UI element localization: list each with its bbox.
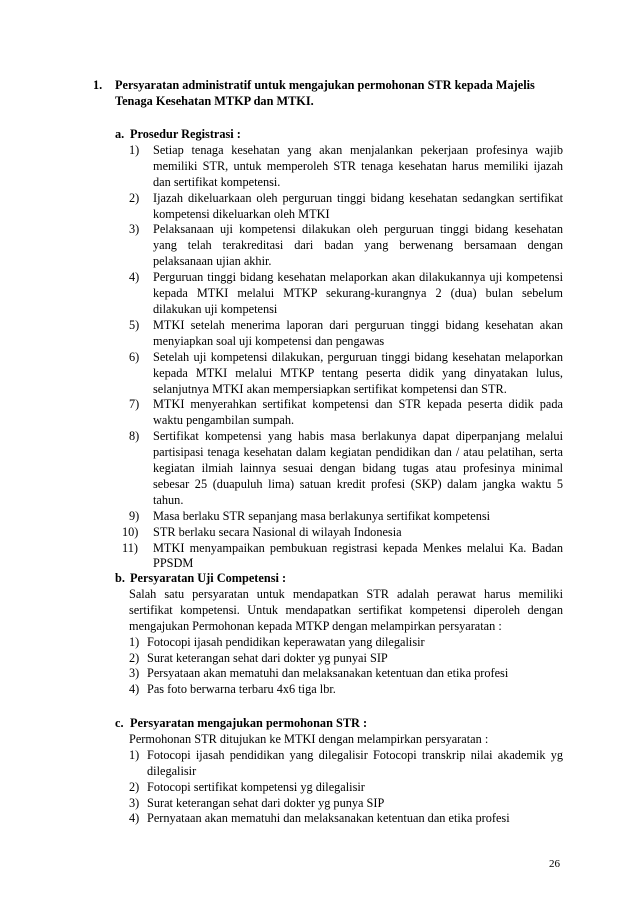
list-item	[115, 811, 563, 827]
item-number: 5)	[129, 317, 140, 332]
item-text: Pernyataan akan mematuhi dan melaksanakan ketentuan dan etika profesi	[147, 811, 510, 826]
item-text: Fotocopi sertifikat kompetensi yg dilegalisir	[147, 779, 365, 794]
item-text: Setiap tenaga kesehatan yang akan menjalankan pekerjaan profesinya wajib memiliki STR, untuk memperoleh STR tenaga kesehatan harus memiliki ijazah dan sertifikat kompetensi.	[153, 142, 563, 189]
list-item	[115, 191, 563, 223]
list-item	[115, 666, 563, 682]
item-number: 1)	[129, 634, 140, 649]
item-number: 9)	[129, 508, 140, 523]
item-text: MTKI setelah menerima laporan dari perguruan tinggi bidang kesehatan akan menyiapkan soal uji kompetensi dan pengawas	[153, 317, 563, 348]
requirements-list	[115, 635, 563, 699]
section-intro: Salah satu persyaratan untuk mendapatkan STR adalah perawat harus memiliki sertifikat kompetensi. Untuk mendapatkan sertifikat kompetensi diperoleh dengan mengajukan Permohonan kepada MTKP dengan melampirkan persyaratan :	[129, 586, 563, 633]
list-item	[115, 796, 563, 812]
item-text: Surat keterangan sehat dari dokter yg punyai SIP	[147, 650, 388, 665]
heading-text: Persyaratan administratif untuk mengajukan permohonan STR kepada Majelis Tenaga Kesehatan MTKP dan MTKI.	[115, 78, 535, 108]
list-item	[115, 318, 563, 350]
section-letter: a.	[115, 127, 125, 141]
item-number: 3)	[129, 222, 140, 237]
section-persyaratan-permohonan-str	[115, 716, 563, 827]
list-item	[115, 509, 563, 525]
section-title-text: Prosedur Registrasi :	[130, 127, 241, 141]
item-number: 6)	[129, 349, 140, 364]
section-letter: c.	[115, 716, 124, 730]
item-text: Perguruan tinggi bidang kesehatan melaporkan akan dilakukannya uji kompetensi kepada MTKI melalui MTKP sekurang-kurangnya 2 (dua) bulan sebelum dilakukan uji kompetensi	[153, 270, 563, 316]
item-text: Ijazah dikeluarkaan oleh perguruan tinggi bidang kesehatan sedangkan sertifikat kompetensi dikeluarkan oleh MTKI	[153, 190, 563, 221]
section-title	[115, 571, 563, 587]
section-prosedur-registrasi	[115, 127, 563, 572]
page-number: 26	[549, 858, 560, 870]
item-text: Surat keterangan sehat dari dokter yg punya SIP	[147, 795, 385, 810]
item-text: Masa berlaku STR sepanjang masa berlakunya sertifikat kompetensi	[153, 508, 491, 523]
list-item	[115, 143, 563, 191]
item-number: 8)	[129, 429, 140, 444]
item-number: 2)	[129, 650, 140, 665]
registration-steps-list	[115, 143, 563, 572]
section-title	[115, 127, 563, 143]
list-item	[115, 222, 563, 270]
list-item	[115, 748, 563, 780]
item-number: 1)	[129, 142, 140, 157]
item-number: 3)	[129, 795, 140, 810]
item-text: Persyataan akan mematuhi dan melaksanakan ketentuan dan etika profesi	[147, 666, 509, 681]
list-item	[115, 429, 563, 509]
item-number: 10)	[122, 524, 139, 539]
list-item	[115, 541, 563, 573]
item-text: MTKI menyerahkan sertifikat kompetensi dan STR kepada peserta didik pada waktu pengambilan sumpah.	[153, 397, 563, 428]
requirements-list	[115, 748, 563, 828]
item-text: STR berlaku secara Nasional di wilayah Indonesia	[153, 524, 402, 539]
list-item	[115, 682, 563, 698]
item-number: 1)	[129, 747, 140, 762]
item-text: Pas foto berwarna terbaru 4x6 tiga lbr.	[147, 682, 336, 697]
section-title	[115, 716, 563, 732]
list-item	[115, 525, 563, 541]
section-intro: Permohonan STR ditujukan ke MTKI dengan melampirkan persyaratan :	[129, 731, 489, 746]
item-number: 3)	[129, 666, 140, 681]
list-item	[115, 270, 563, 318]
item-number: 2)	[129, 779, 140, 794]
heading-number: 1.	[93, 78, 103, 92]
main-heading	[93, 78, 563, 110]
section-letter: b.	[115, 571, 125, 585]
item-text: MTKI menyampaikan pembukuan registrasi kepada Menkes melalui Ka. Badan PPSDM	[153, 540, 563, 571]
item-text: Fotocopi ijasah pendidikan yang dilegalisir Fotocopi transkrip nilai akademik yg dilegalisir	[147, 747, 563, 778]
list-item	[115, 780, 563, 796]
list-item	[115, 397, 563, 429]
list-item	[115, 651, 563, 667]
section-persyaratan-uji-kompetensi	[115, 571, 563, 698]
list-item	[115, 635, 563, 651]
section-title-text: Persyaratan mengajukan permohonan STR :	[130, 716, 368, 730]
item-text: Pelaksanaan uji kompetensi dilakukan oleh perguruan tinggi bidang kesehatan yang telah terakreditasi dari badan yang berwenang bersamaan dengan pelaksanaan ujian akhir.	[153, 222, 563, 269]
item-number: 4)	[129, 811, 140, 826]
item-text: Setelah uji kompetensi dilakukan, perguruan tinggi bidang kesehatan melaporkan kepada MTKI melalui MTKP tentang peserta didik yang dinyatakan lulus, selanjutnya MTKI akan mempersiapkan sertifikat kompetensi dan STR.	[153, 349, 563, 396]
list-item	[115, 350, 563, 398]
section-title-text: Persyaratan Uji Competensi :	[130, 571, 287, 585]
item-number: 2)	[129, 190, 140, 205]
item-text: Sertifikat kompetensi yang habis masa berlakunya dapat diperpanjang melalui partisipasi tenaga kesehatan dalam kegiatan pendidikan dan / atau pelatihan, serta kegiatan ilmiah lainnya sesuai dengan bidang tugas atau profesinya minimal sebesar 25 (duapuluh lima) satuan kredit profesi (SKP) dalam jangka waktu 5 tahun.	[153, 429, 563, 507]
item-number: 11)	[122, 540, 138, 555]
item-number: 7)	[129, 397, 140, 412]
item-text: Fotocopi ijasah pendidikan keperawatan yang dilegalisir	[147, 634, 425, 649]
item-number: 4)	[129, 682, 140, 697]
item-number: 4)	[129, 270, 140, 285]
